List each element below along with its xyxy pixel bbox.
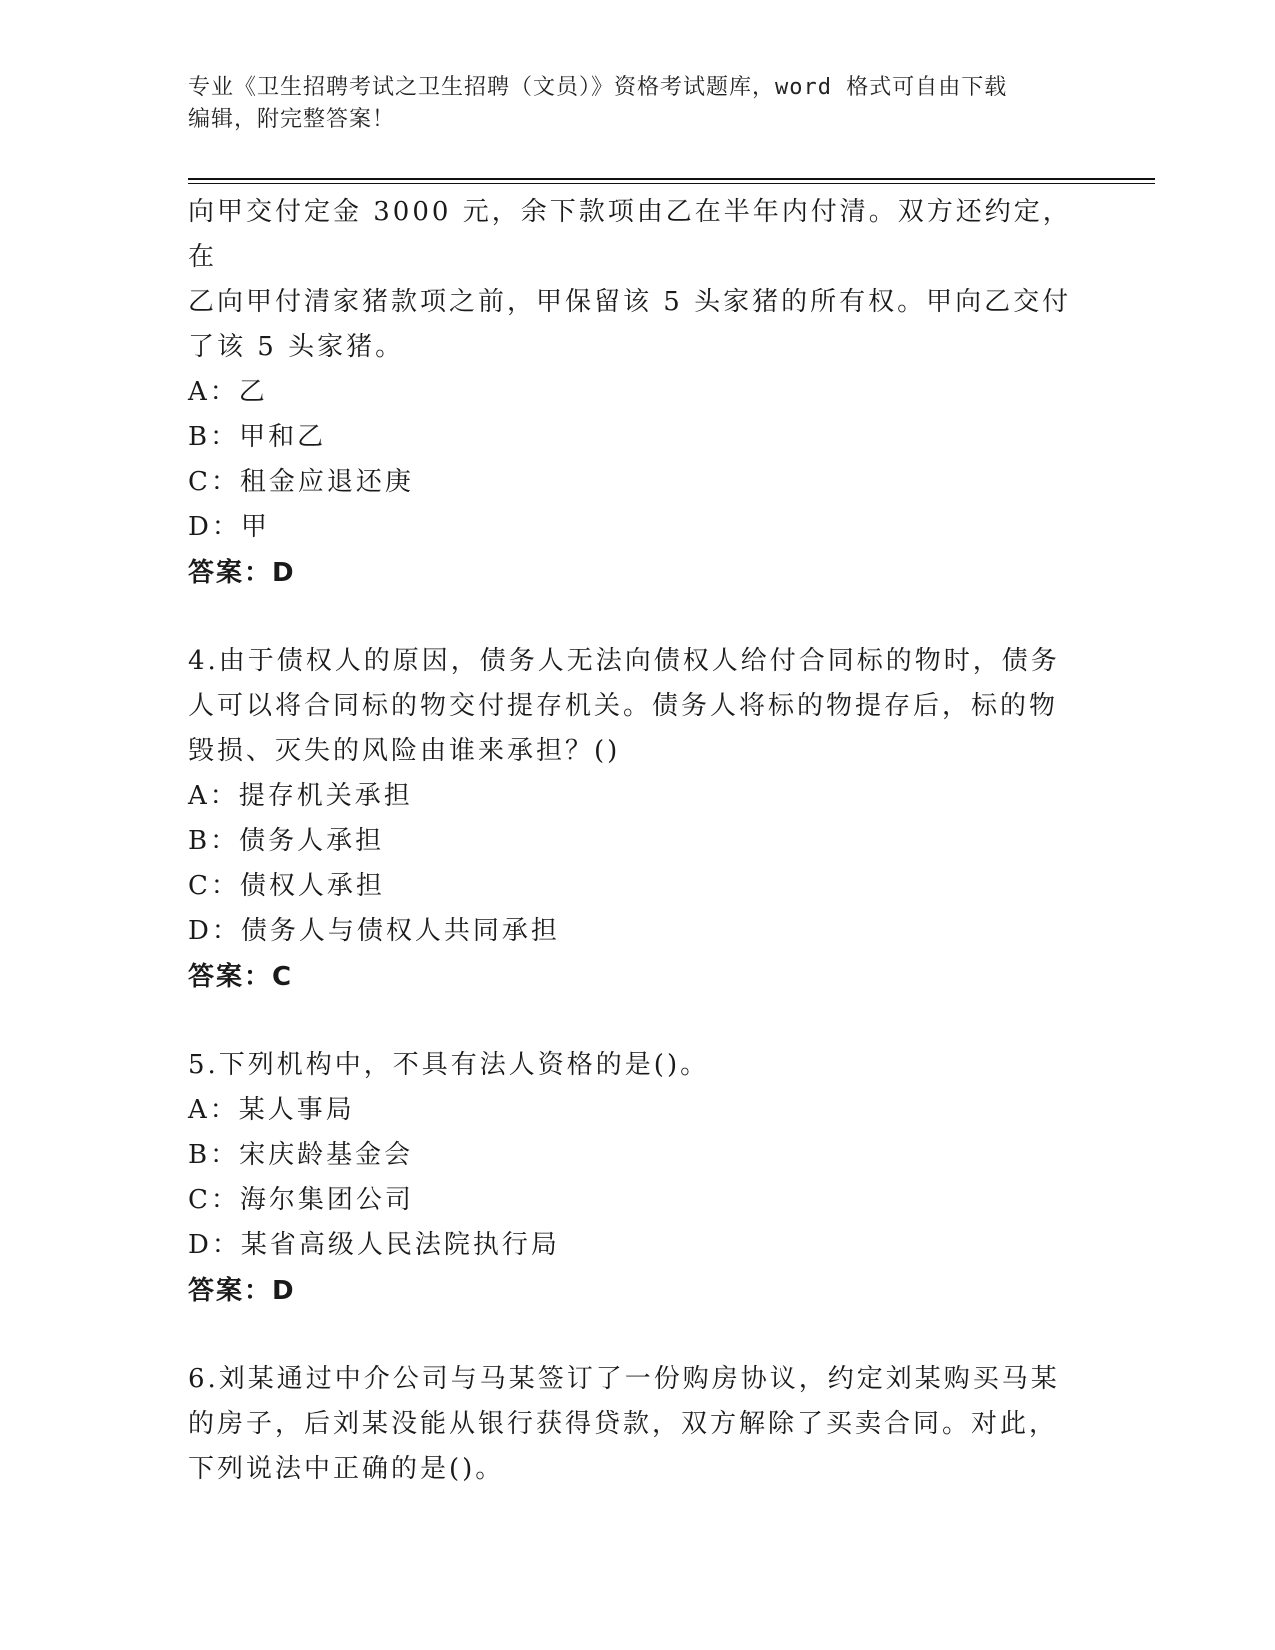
question-3-option-d: D：甲 [188, 512, 270, 542]
header-divider-thick [188, 178, 1155, 180]
question-6 [188, 1357, 1088, 1492]
question-4-answer: 答案：C [188, 962, 294, 992]
question-5-option-c: C：海尔集团公司 [188, 1185, 414, 1215]
header-line-2: 编辑，附完整答案！ [188, 107, 396, 132]
question-5-option-b: B：宋庆龄基金会 [188, 1140, 414, 1170]
question-content [188, 190, 1088, 1492]
header-divider-thin [188, 183, 1155, 184]
question-5-option-a: A：某人事局 [188, 1095, 355, 1125]
question-4-line-3: 毁损、灭失的风险由谁来承担？() [188, 736, 621, 766]
page-header [188, 72, 1088, 136]
question-5-answer: 答案：D [188, 1276, 296, 1306]
spacer [188, 1000, 1088, 1043]
question-3-line-1: 向甲交付定金 3000 元，余下款项由乙在半年内付清。双方还约定，在 [188, 197, 1072, 272]
spacer [188, 1314, 1088, 1357]
question-4-option-c: C：债权人承担 [188, 871, 385, 901]
question-4-line-2: 人可以将合同标的物交付提存机关。债务人将标的物提存后，标的物 [188, 691, 1059, 721]
question-4 [188, 639, 1088, 1000]
question-3-option-c: C：租金应退还庚 [188, 467, 414, 497]
question-4-option-a: A：提存机关承担 [188, 781, 413, 811]
question-3 [188, 190, 1088, 596]
question-5-option-d: D：某省高级人民法院执行局 [188, 1230, 560, 1260]
question-5 [188, 1043, 1088, 1314]
question-6-line-3: 下列说法中正确的是()。 [188, 1454, 505, 1484]
question-6-line-1: 6.刘某通过中介公司与马某签订了一份购房协议，约定刘某购买马某 [188, 1364, 1060, 1394]
question-4-option-d: D：债务人与债权人共同承担 [188, 916, 560, 946]
question-3-line-2: 乙向甲付清家猪款项之前，甲保留该 5 头家猪的所有权。甲向乙交付 [188, 287, 1072, 317]
question-3-line-3: 了该 5 头家猪。 [188, 332, 405, 362]
question-4-option-b: B：债务人承担 [188, 826, 385, 856]
question-3-option-b: B：甲和乙 [188, 422, 327, 452]
question-4-line-1: 4.由于债权人的原因，债务人无法向债权人给付合同标的物时，债务 [188, 646, 1060, 676]
question-3-answer: 答案：D [188, 558, 296, 588]
header-line-1: 专业《卫生招聘考试之卫生招聘（文员）》资格考试题库，word 格式可自由下载 [188, 75, 1008, 100]
question-5-line-1: 5.下列机构中，不具有法人资格的是()。 [188, 1050, 710, 1080]
spacer [188, 596, 1088, 639]
question-3-option-a: A：乙 [188, 377, 268, 407]
question-6-line-2: 的房子，后刘某没能从银行获得贷款，双方解除了买卖合同。对此， [188, 1409, 1059, 1439]
